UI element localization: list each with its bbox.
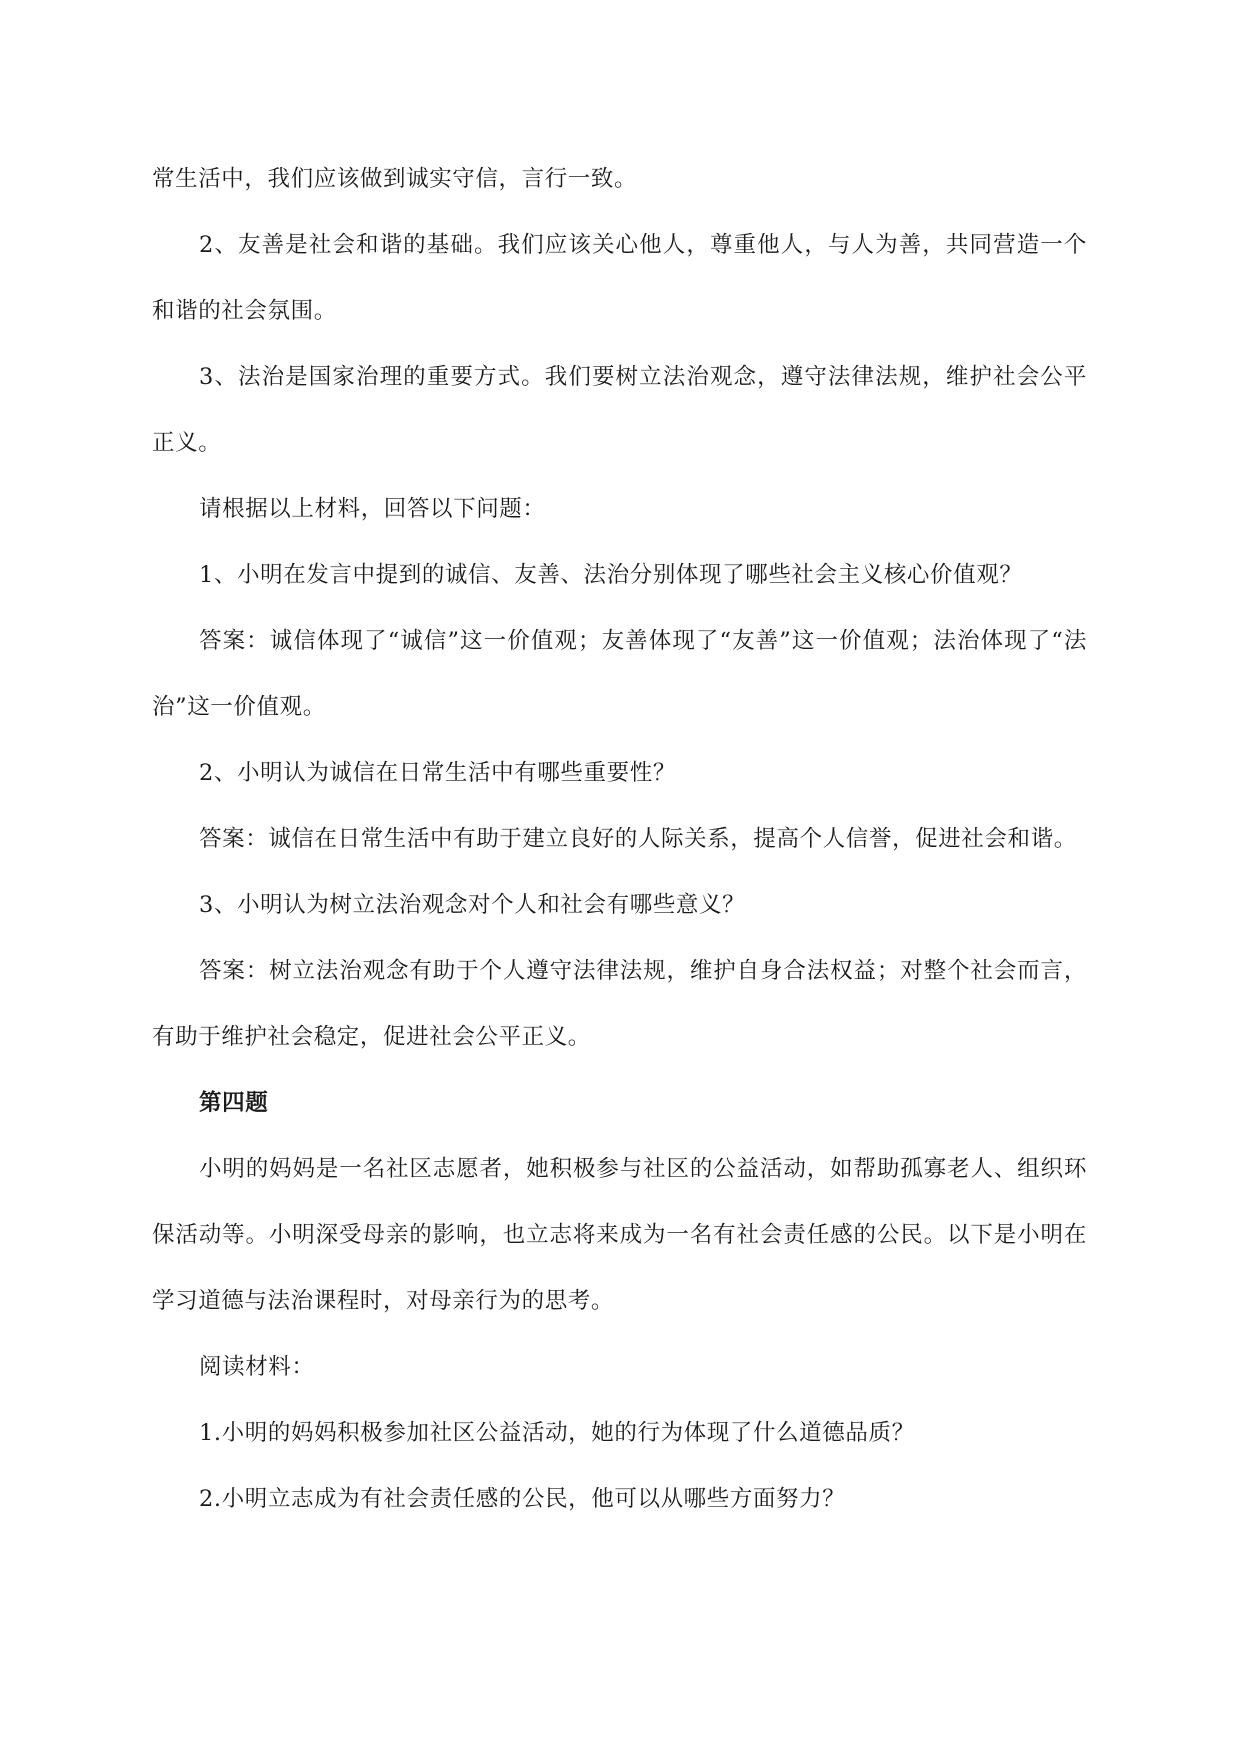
section-heading: 第四题 bbox=[199, 1090, 269, 1116]
question-3: 3、小明认为树立法治观念对个人和社会有哪些意义？ bbox=[199, 892, 746, 918]
paragraph-point-rule-of-law: 3、法治是国家治理的重要方式。我们要树立法治观念，遵守法律法规，维护社会公平正义。 bbox=[152, 364, 1087, 456]
document-body bbox=[152, 146, 1087, 1532]
reading-material-label: 阅读材料： bbox=[199, 1354, 315, 1380]
question-2: 2、小明认为诚信在日常生活中有哪些重要性？ bbox=[199, 760, 676, 786]
answer-2: 答案：诚信在日常生活中有助于建立良好的人际关系，提高个人信誉，促进社会和谐。 bbox=[199, 826, 1077, 852]
paragraph-continuation: 常生活中，我们应该做到诚实守信，言行一致。 bbox=[152, 166, 638, 192]
question-1: 1、小明在发言中提到的诚信、友善、法治分别体现了哪些社会主义核心价值观？ bbox=[199, 562, 1023, 588]
answer-1: 答案：诚信体现了“诚信”这一价值观；友善体现了“友善”这一价值观；法治体现了“法治”这一价值观。 bbox=[152, 628, 1087, 720]
reading-question-1: 1.小明的妈妈积极参加社区公益活动，她的行为体现了什么道德品质？ bbox=[199, 1420, 915, 1446]
paragraph-point-friendliness: 2、友善是社会和谐的基础。我们应该关心他人，尊重他人，与人为善，共同营造一个和谐的社会氛围。 bbox=[152, 232, 1087, 324]
scenario-paragraph: 小明的妈妈是一名社区志愿者，她积极参与社区的公益活动，如帮助孤寡老人、组织环保活动等。小明深受母亲的影响，也立志将来成为一名有社会责任感的公民。以下是小明在学习道德与法治课程时，对母亲行为的思考。 bbox=[152, 1156, 1087, 1314]
question-instruction: 请根据以上材料，回答以下问题： bbox=[199, 496, 546, 522]
reading-question-2: 2.小明立志成为有社会责任感的公民，他可以从哪些方面努力？ bbox=[199, 1486, 846, 1512]
answer-3: 答案：树立法治观念有助于个人遵守法律法规，维护自身合法权益；对整个社会而言，有助于维护社会稳定，促进社会公平正义。 bbox=[152, 958, 1087, 1050]
